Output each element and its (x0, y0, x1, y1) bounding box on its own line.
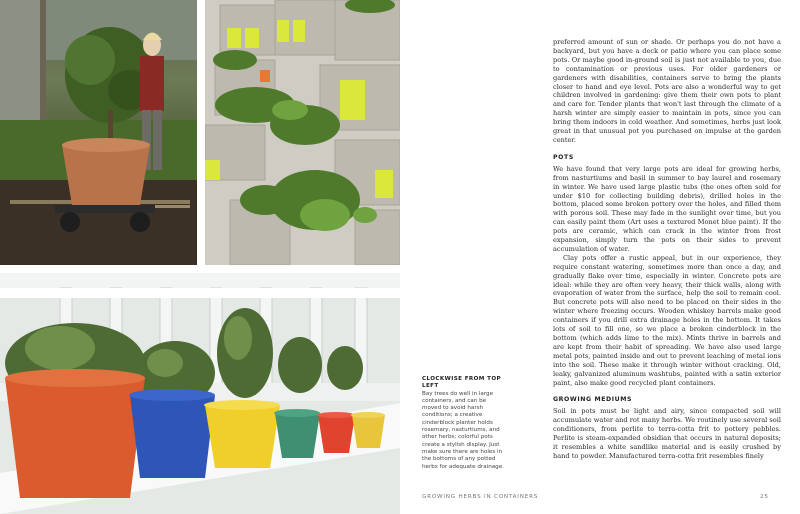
bay-tree-illustration (0, 0, 197, 265)
page-number: 25 (760, 494, 769, 500)
photo-bay-tree (0, 0, 197, 265)
pots-paragraph-2: Clay pots offer a rustic appeal, but in our experience, they require constant watering, sometimes more than once a day, and gradually flake over time, especially in winter. Concrete pots are ideal: while they are often very heavy, their thick walls, along with evaporation of water from the surface, help the soil to remain cool. But concrete pots will also need to be placed on their sides in the winter where freezing occurs. Wooden whiskey barrels make good containers if you drill extra drainage holes in the bottom. It takes lots of soil to fill one, so we place a broken cinderblock in the bottom (which adds lime to the mix). Mints thrive in barrels and are kept from their habit of spreading. We have also used large metal pots, painted inside and out to prevent leaching of metal ions into the soil. These make it through winter without cracking. Old, leaky, galvanized aluminum washtubs, painted with a satin exterior paint, also make good recycled plant containers. (553, 253, 781, 387)
pots-heading: POTS (553, 153, 574, 161)
growing-mediums-paragraph: Soil in pots must be light and airy, since compacted soil will accumulate water and rot many herbs. We routinely use several soil conditioners, from perlite to terra-cotta frit to pottery pebbles. Perlite is steam-expanded obsidian that occurs in natural deposits; it resembles a white sandlike material and is easily crushed by hand to powder. Manufactured terra-cotta frit resembles finely (553, 407, 781, 460)
intro-paragraph: preferred amount of sun or shade. Or perhaps you do not have a backyard, but you have a deck or patio where you can place some pots. Or maybe good in-ground soil is just not available to you, due to contamination or previous uses. For older gardeners or gardeners with disabilities, containers serve to bring the plants closer to hand and eye level. Pots are also a wonderful way to get children involved in gardening: give them their own pots to plant and care for. Tender plants that won't last through the climate of a harsh winter are simply easier to maintain in pots, since you can bring them indoors in cold weather. And sometimes, herbs just look great in that unusual pot you purchased on impulse at the garden center. (553, 38, 781, 144)
photo-colorful-pots (0, 273, 400, 514)
running-footer-title: GROWING HERBS IN CONTAINERS (422, 494, 539, 500)
photo-cinderblock-planter (205, 0, 400, 265)
caption-heading: CLOCKWISE FROM TOP LEFT (422, 376, 501, 390)
body-text-column (553, 38, 781, 461)
growing-mediums-heading: GROWING MEDIUMS (553, 396, 633, 404)
pots-paragraph-1: We have found that very large pots are ideal for growing herbs, from nasturtiums and basil in summer to bay laurel and rosemary in winter. We have used large plastic tubs (the ones often sold for under $10 for collecting building debris), drilled holes in the bottom, placed some broken pottery over the holes, and filled them with porous soil. These may fade in the sunlight over time, but you can easily paint them (Art uses a textured Monet blue paint). If the pots are ceramic, which can crack in the winter from frost expansion, simply turn the pots on their sides to prevent accumulation of water. (553, 164, 781, 253)
cinderblock-illustration (205, 0, 400, 265)
colorful-pots-illustration (0, 273, 400, 514)
photo-caption (422, 376, 506, 471)
caption-body: Bay trees do well in large containers, and can be moved to avoid harsh conditions; a creative cinderblock planter holds rosemary, nasturtiums, and other herbs; colorful pots create a stylish display. Just make sure there are holes in the bottoms of any potted herbs for adequate drainage. (422, 390, 504, 470)
